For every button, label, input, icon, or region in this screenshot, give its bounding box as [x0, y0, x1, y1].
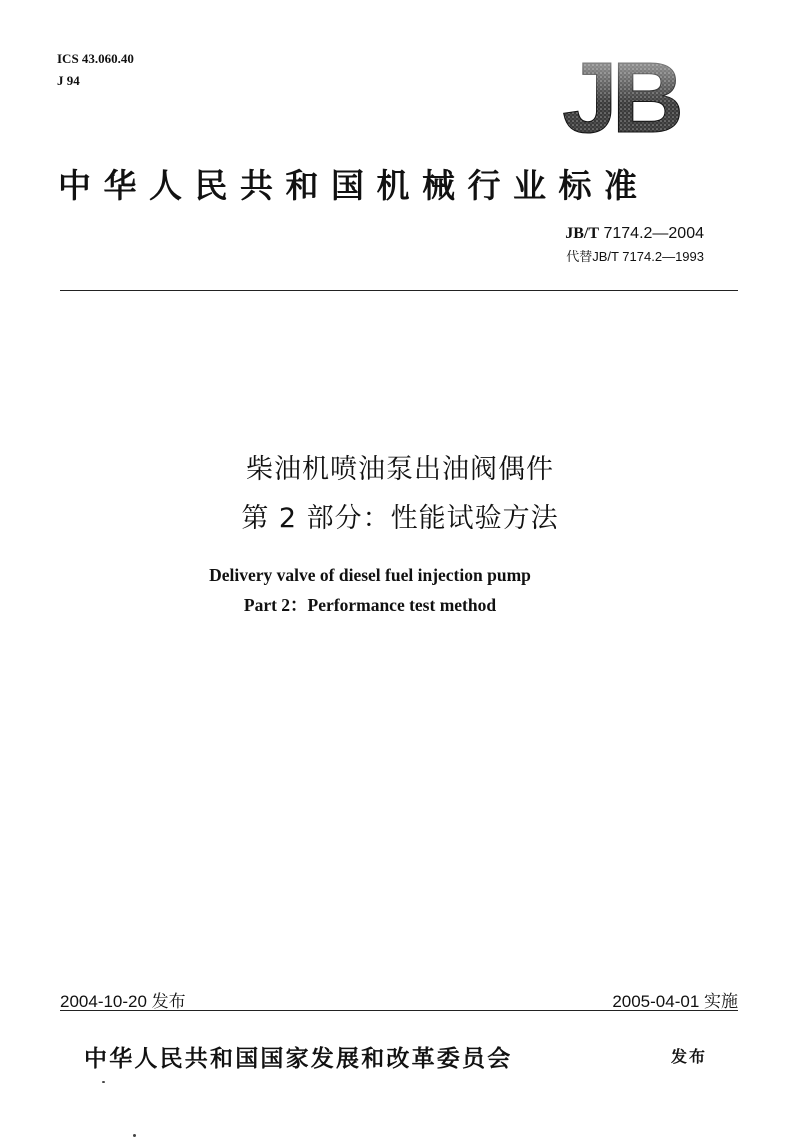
- cn-title-line1: 柴油机喷油泵出油阀偶件: [246, 454, 554, 485]
- footer-divider: [60, 1010, 738, 1011]
- scan-speck: [133, 1134, 136, 1137]
- header-divider: [60, 290, 738, 291]
- ics-code: ICS 43.060.40: [57, 51, 134, 66]
- jb-logo: [540, 52, 700, 138]
- standard-code-prefix: JB/T: [565, 225, 600, 242]
- scan-speck: [102, 1081, 105, 1083]
- standard-code: [565, 225, 704, 243]
- replaces-note: 代替JB/T 7174.2—1993: [566, 249, 704, 264]
- en-title-line2: Part 2：Performance test method: [243, 595, 497, 615]
- publisher-name: 中华人民共和国国家发展和改革委员会: [84, 1046, 513, 1072]
- publisher-suffix: 发布: [671, 1047, 708, 1066]
- standard-code-number: 7174.2—2004: [603, 225, 704, 242]
- standard-category-title: 中华人民共和国机械行业标准: [58, 166, 650, 205]
- cn-title-line2: 第 2 部分：性能试验方法: [241, 503, 559, 534]
- implementation-date: 2005-04-01 实施: [612, 992, 738, 1011]
- issue-date: 2004-10-20 发布: [60, 992, 186, 1011]
- en-title-line1: Delivery valve of diesel fuel injection pump: [209, 565, 531, 585]
- clc-code: J 94: [57, 73, 80, 88]
